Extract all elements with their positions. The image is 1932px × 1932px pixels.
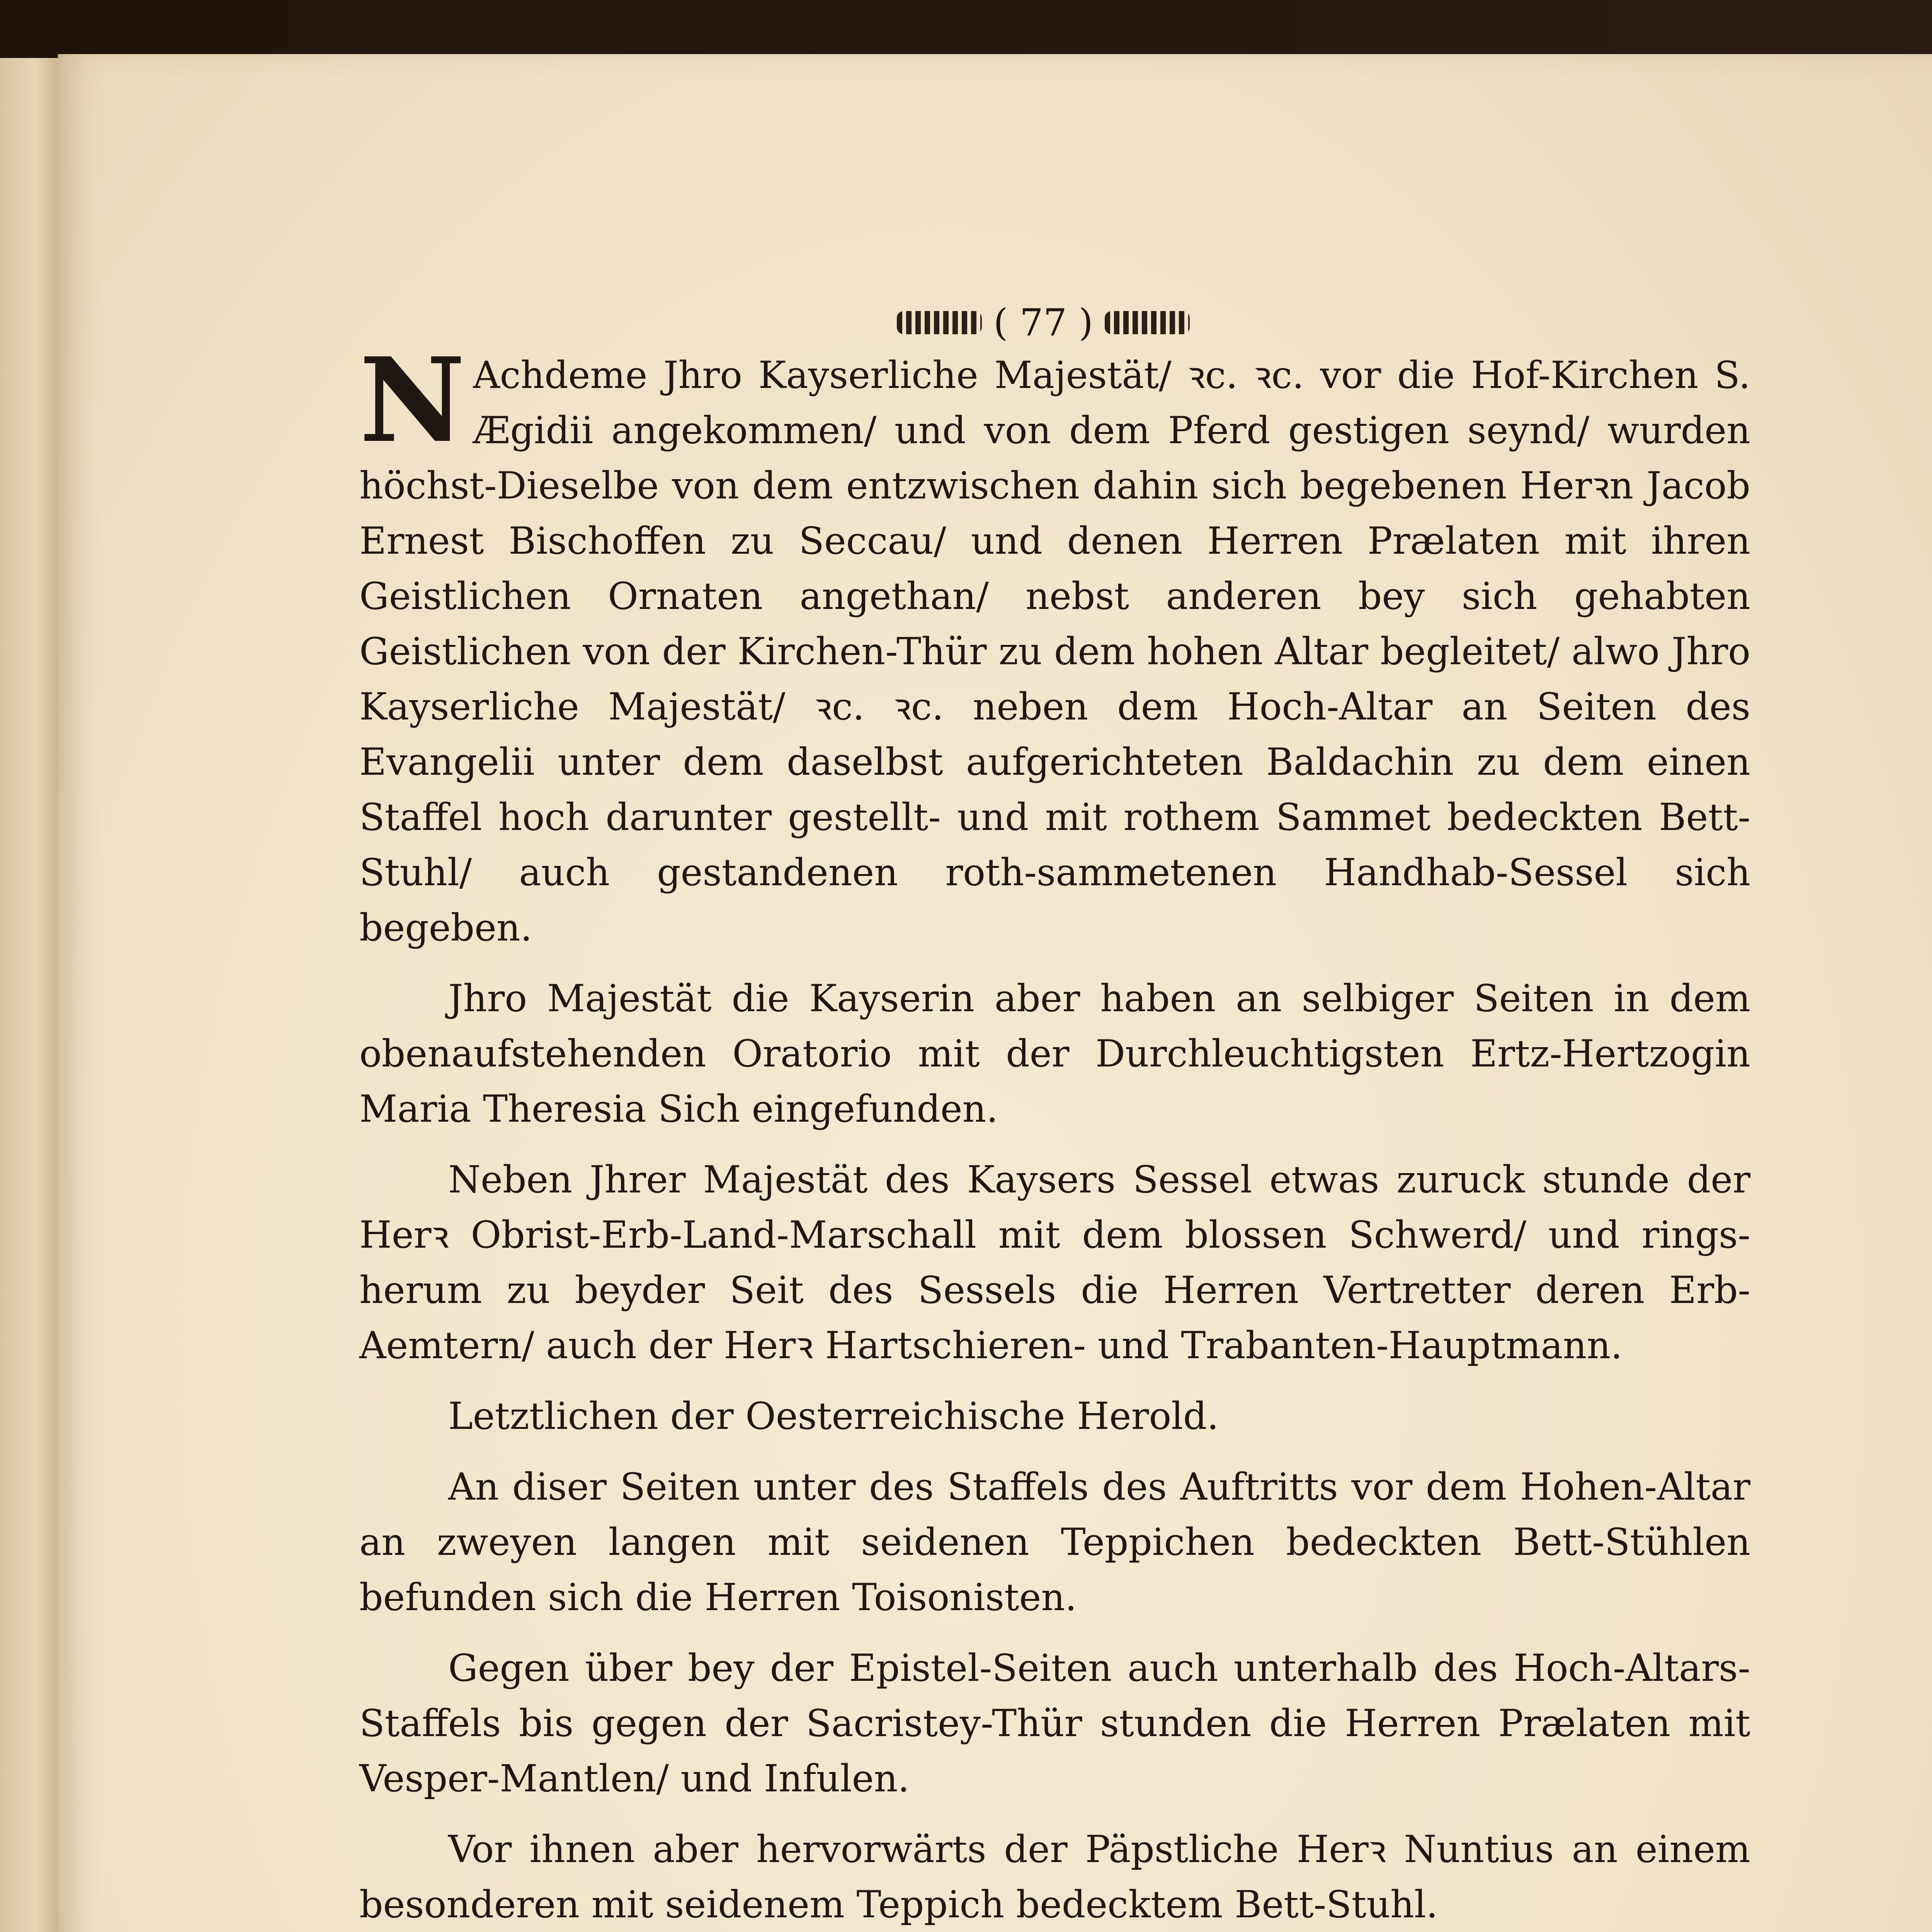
page-number: ( 77 ) [993, 301, 1094, 344]
body-text [359, 332, 1750, 1932]
drop-cap: N [359, 332, 466, 468]
paragraph-text: Letztlichen der Oesterreichische Herold. [448, 1395, 1219, 1438]
paragraph-text: Achdeme Jhro Kayserliche Majestät/ ꝛc. ꝛc. vor die Hof-Kirchen S. Ægidii angekommen/ und von dem Pferd gestigen seynd/ wurden höchst-Dieselbe von dem entzwischen dahin sich begebenen Herꝛn Jacob Ernest Bischoffen zu Seccau/ und denen Herren Prælaten mit ihren Geistlichen Ornaten angethan/ nebst anderen bey sich gehabten Geistlichen von der Kirchen-Thür zu dem hohen Altar begleitet/ alwo Jhro Kayserliche Majestät/ ꝛc. ꝛc. neben dem Hoch-Altar an Seiten des Evangelii unter dem daselbst aufgerichteten Baldachin zu dem einen Staffel hoch darunter gestellt- und mit rothem Sammet bedeckten Bett-Stuhl/ auch gestandenen roth-sammetenen Handhab-Sessel sich begeben. [359, 354, 1750, 949]
paragraph-text: Jhro Majestät die Kayserin aber haben an selbiger Seiten in dem obenaufstehenden Oratorio mit der Durchleuchtigsten Ertz-Hertzogin Maria Theresia Sich eingefunden. [359, 977, 1750, 1131]
paragraph-5 [359, 1459, 1750, 1625]
paragraph-3 [359, 1152, 1750, 1373]
paragraph-6 [359, 1641, 1750, 1806]
paragraph-1 [359, 332, 1750, 956]
paragraph-text: Neben Jhrer Majestät des Kaysers Sessel etwas zuruck stunde der Herꝛ Obrist-Erb-Land-Marschall mit dem blossen Schwerd/ und rings-herum zu beyder Seit des Sessels die Herren Vertretter deren Erb-Aemtern/ auch der Herꝛ Hartschieren- und Trabanten-Hauptmann. [359, 1158, 1750, 1367]
facing-page-edge [0, 58, 60, 1932]
ornament-right-icon [1105, 311, 1190, 334]
paragraph-7 [359, 1822, 1750, 1932]
paragraph-4 [359, 1389, 1750, 1444]
page-header [831, 298, 1256, 348]
paragraph-text: An diser Seiten unter des Staffels des Auftritts vor dem Hohen-Altar an zweyen langen mit seidenen Teppichen bedeckten Bett-Stühlen befunden sich die Herren Toisonisten. [359, 1465, 1750, 1619]
ornament-left-icon [897, 311, 982, 334]
paragraph-2 [359, 971, 1750, 1137]
paragraph-text: Vor ihnen aber hervorwärts der Päpstliche Herꝛ Nuntius an einem besonderen mit seidenem Teppich bedecktem Bett-Stuhl. [359, 1828, 1750, 1926]
paragraph-text: Gegen über bey der Epistel-Seiten auch unterhalb des Hoch-Altars-Staffels bis gegen der Sacristey-Thür stunden die Herren Prælaten mit Vesper-Mantlen/ und Infulen. [359, 1646, 1750, 1800]
